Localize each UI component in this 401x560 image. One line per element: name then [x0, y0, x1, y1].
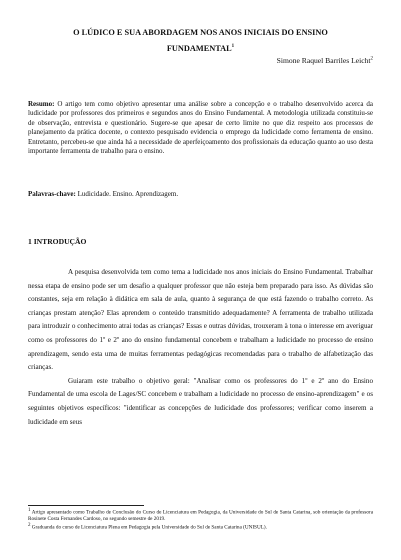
- footnote: [28, 508, 373, 523]
- section-heading: 1 INTRODUÇÃO: [28, 237, 87, 246]
- footnote-ref: 1: [28, 508, 31, 513]
- abstract: [28, 100, 373, 156]
- paragraph: Guiaram este trabalho o objetivo geral: "Analisar como os professores do 1º e 2º ano do Ensino Fundamental de uma escola de Lages/SC concebem e trabalham a ludicidade no processo de ensino-aprendizagem" e os seguintes objetivos específicos: "identificar as concepções de ludicidade dos professores; verificar como inserem a ludicidade em seus: [28, 376, 373, 426]
- footnote-text: Artigo apresentado como Trabalho de Conclusão do Curso de Licenciatura em Pedagogia, da Universidade do Sul de Santa Catarina, sob orientação da professora Rosinete Costa Fernandes Cardoso, no segundo semestre de 2019.: [28, 509, 373, 523]
- keywords-text: Ludicidade. Ensino. Aprendizagem.: [75, 190, 179, 198]
- paper-title-text: O LÚDICO E SUA ABORDAGEM NOS ANOS INICIAIS DO ENSINO FUNDAMENTAL: [73, 28, 328, 53]
- section-body: [28, 266, 373, 429]
- paper-title: [60, 26, 341, 56]
- author-line: [277, 56, 373, 65]
- footnotes: [28, 508, 373, 531]
- footnote-divider: [28, 505, 144, 506]
- footnote-text: Graduanda do curso de Licenciatura Plena em Pedagogia pela Universidade do Sul de Santa Catarina (UNISUL).: [30, 524, 267, 531]
- author-footnote-ref: 2: [370, 56, 373, 62]
- paragraph: A pesquisa desenvolvida tem como tema a ludicidade nos anos iniciais do Ensino Fundamental. Trabalhar nessa etapa de ensino pode ser um desafio a qualquer professor que não esteja bem preparado para isso. As dúvidas são constantes, seja em relação à didática em sala de aula, quanto à segurança de que está fazendo o trabalho correto. As crianças prestam atenção? Elas aprendem o conteúdo transmitido adequadamente? A ferramenta de trabalho utilizada para introduzir o conhecimento atrai todas as crianças? Essas e outras dúvidas, trouxeram à tona o interesse em averiguar como os professores do 1º e 2º ano do ensino fundamental concebem e trabalham a ludicidade no processo de ensino aprendizagem, sendo esta uma de muitas ferramentas pedagógicas recomendadas para o trabalho de alfabetização das crianças.: [28, 268, 373, 372]
- author-name: Simone Raquel Barriles Leicht: [276, 56, 371, 65]
- keywords-label: Palavras-chave:: [28, 190, 76, 198]
- footnote-ref: 2: [28, 522, 31, 528]
- footnote: [28, 523, 373, 531]
- abstract-label: Resumo:: [28, 100, 55, 108]
- keywords: [28, 190, 178, 198]
- title-footnote-ref: 1: [231, 44, 235, 49]
- abstract-text: O artigo tem como objetivo apresentar uma análise sobre a concepção e o trabalho desenvolvido acerca da ludicidade por professores dos primeiros e segundos anos do Ensino Fundamental. A metodologia utilizada constituiu-se de observação, entrevista e questionário. Sugere-se que apesar de certo limite no que diz respeito aos processos de planejamento da prática docente, o contexto pesquisado evidencia o emprego da ludicidade como ferramenta de ensino. Entretanto, percebeu-se que ainda há a necessidade de aperfeiçoamento dos profissionais da educação quanto ao uso desta importante ferramenta de trabalho para o ensino.: [28, 100, 373, 156]
